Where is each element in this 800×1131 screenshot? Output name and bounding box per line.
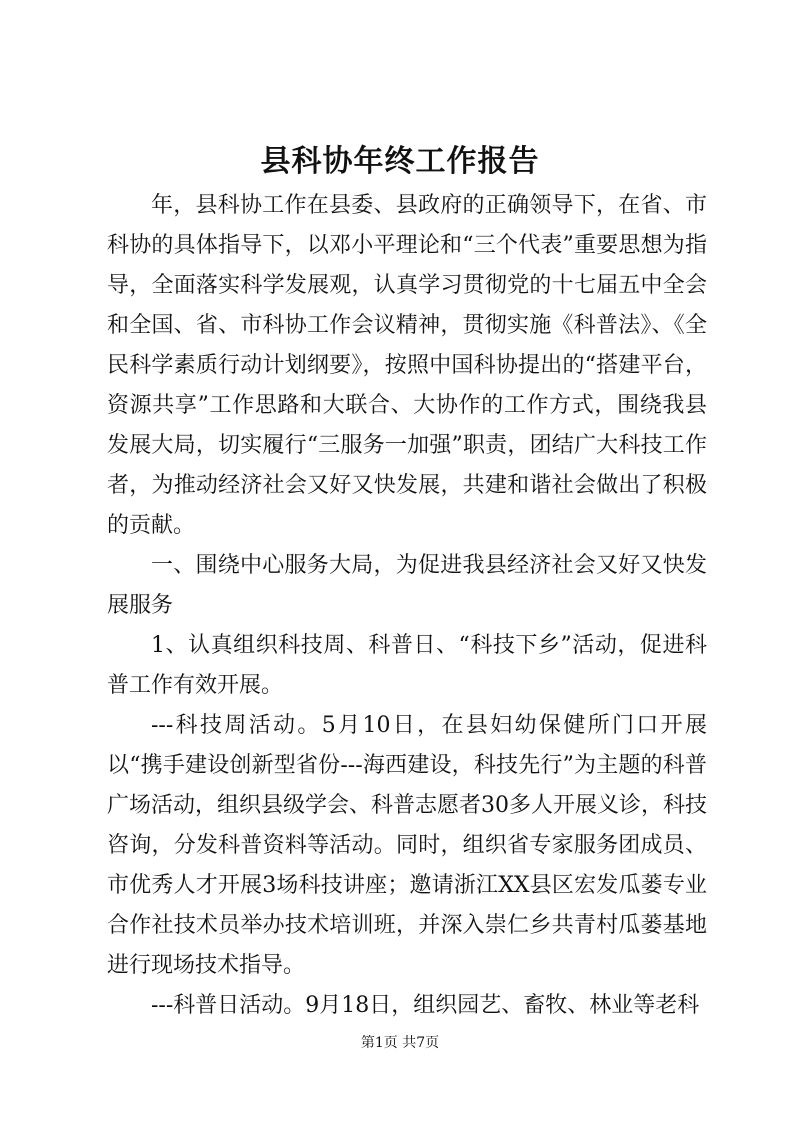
paragraph-intro: 年，县科协工作在县委、县政府的正确领导下，在省、市科协的具体指导下，以邓小平理论和“三个代表”重要思想为指导，全面落实科学发展观，认真学习贯彻党的十七届五中全会和全国、省、市科协工作会议精神，贯彻实施《科普法》、《全民科学素质行动计划纲要》，按照中国科协提出的“搭建平台，资源共享”工作思路和大联合、大协作的工作方式，围绕我县发展大局，切实履行“三服务一加强”职责，团结广大科技工作者，为推动经济社会又好又快发展，共建和谐社会做出了积极的贡献。 bbox=[107, 193, 707, 538]
paragraph-subsection-heading: 1、认真组织科技周、科普日、“科技下乡”活动，促进科普工作有效开展。 bbox=[107, 633, 707, 698]
paragraph-science-day: ---科普日活动。9月18日，组织园艺、畜牧、林业等老科 bbox=[151, 993, 700, 1018]
paragraph-science-week: ---科技周活动。5月10日，在县妇幼保健所门口开展以“携手建设创新型省份---海西建设，科技先行”为主题的科普广场活动，组织县级学会、科普志愿者30多人开展义诊，科技咨询，分发科普资料等活动。同时，组织省专家服务团成员、市优秀人才开展3场科技讲座；邀请浙江XX县区宏发瓜蒌专业合作社技术员举办技术培训班，并深入崇仁乡共青村瓜蒌基地进行现场技术指导。 bbox=[107, 713, 707, 978]
page-title: 县科协年终工作报告 bbox=[260, 144, 540, 179]
paragraph-section-heading: 一、围绕中心服务大局，为促进我县经济社会又好又快发展服务 bbox=[107, 553, 707, 618]
document-body bbox=[107, 186, 707, 1026]
page-footer: 第1页 共7页 bbox=[360, 1035, 440, 1051]
